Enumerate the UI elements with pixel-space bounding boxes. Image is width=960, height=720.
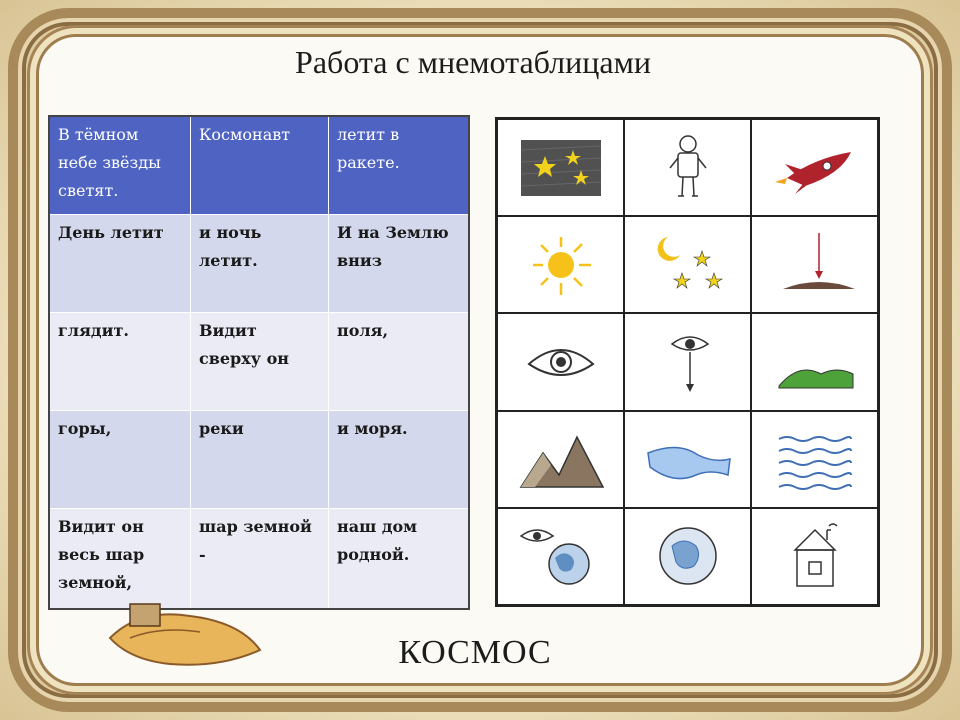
table-row xyxy=(50,411,469,509)
table-row xyxy=(50,313,469,411)
table-row xyxy=(50,215,469,313)
slide-title: Работа с мнемотаблицами xyxy=(295,44,651,80)
table-row xyxy=(50,509,469,609)
arrow-to-ground-icon xyxy=(751,216,878,313)
table-cell: Космонавт xyxy=(191,117,329,215)
table-cell: Видит сверху он xyxy=(191,313,329,411)
house-icon xyxy=(751,508,878,605)
table-cell: летит в ракете. xyxy=(329,117,469,215)
starry-night-icon xyxy=(497,119,624,216)
table-cell: и ночь летит. xyxy=(191,215,329,313)
table-cell: День летит xyxy=(50,215,191,313)
eye-looking-down-icon xyxy=(624,313,751,410)
topic-caption: КОСМОС xyxy=(398,634,552,671)
table-cell: реки xyxy=(191,411,329,509)
green-fields-icon xyxy=(751,313,878,410)
moon-stars-icon xyxy=(624,216,751,313)
mnemonic-text-table xyxy=(49,116,469,609)
cosmonaut-icon xyxy=(624,119,751,216)
globe-icon xyxy=(624,508,751,605)
table-cell: Видит он весь шар земной, xyxy=(50,509,191,609)
table-cell: наш дом родной. xyxy=(329,509,469,609)
table-cell: шар земной - xyxy=(191,509,329,609)
table-row xyxy=(50,117,469,215)
sun-icon xyxy=(497,216,624,313)
table-cell: горы, xyxy=(50,411,191,509)
sea-waves-icon xyxy=(751,411,878,508)
table-cell: и моря. xyxy=(329,411,469,509)
table-cell: глядит. xyxy=(50,313,191,411)
eye-and-globe-icon xyxy=(497,508,624,605)
mountains-icon xyxy=(497,411,624,508)
table-cell: И на Землю вниз xyxy=(329,215,469,313)
table-cell: В тёмном небе звёзды светят. xyxy=(50,117,191,215)
rocket-icon xyxy=(751,119,878,216)
table-cell: поля, xyxy=(329,313,469,411)
river-icon xyxy=(624,411,751,508)
mnemonic-picture-grid xyxy=(495,117,880,607)
eye-icon xyxy=(497,313,624,410)
